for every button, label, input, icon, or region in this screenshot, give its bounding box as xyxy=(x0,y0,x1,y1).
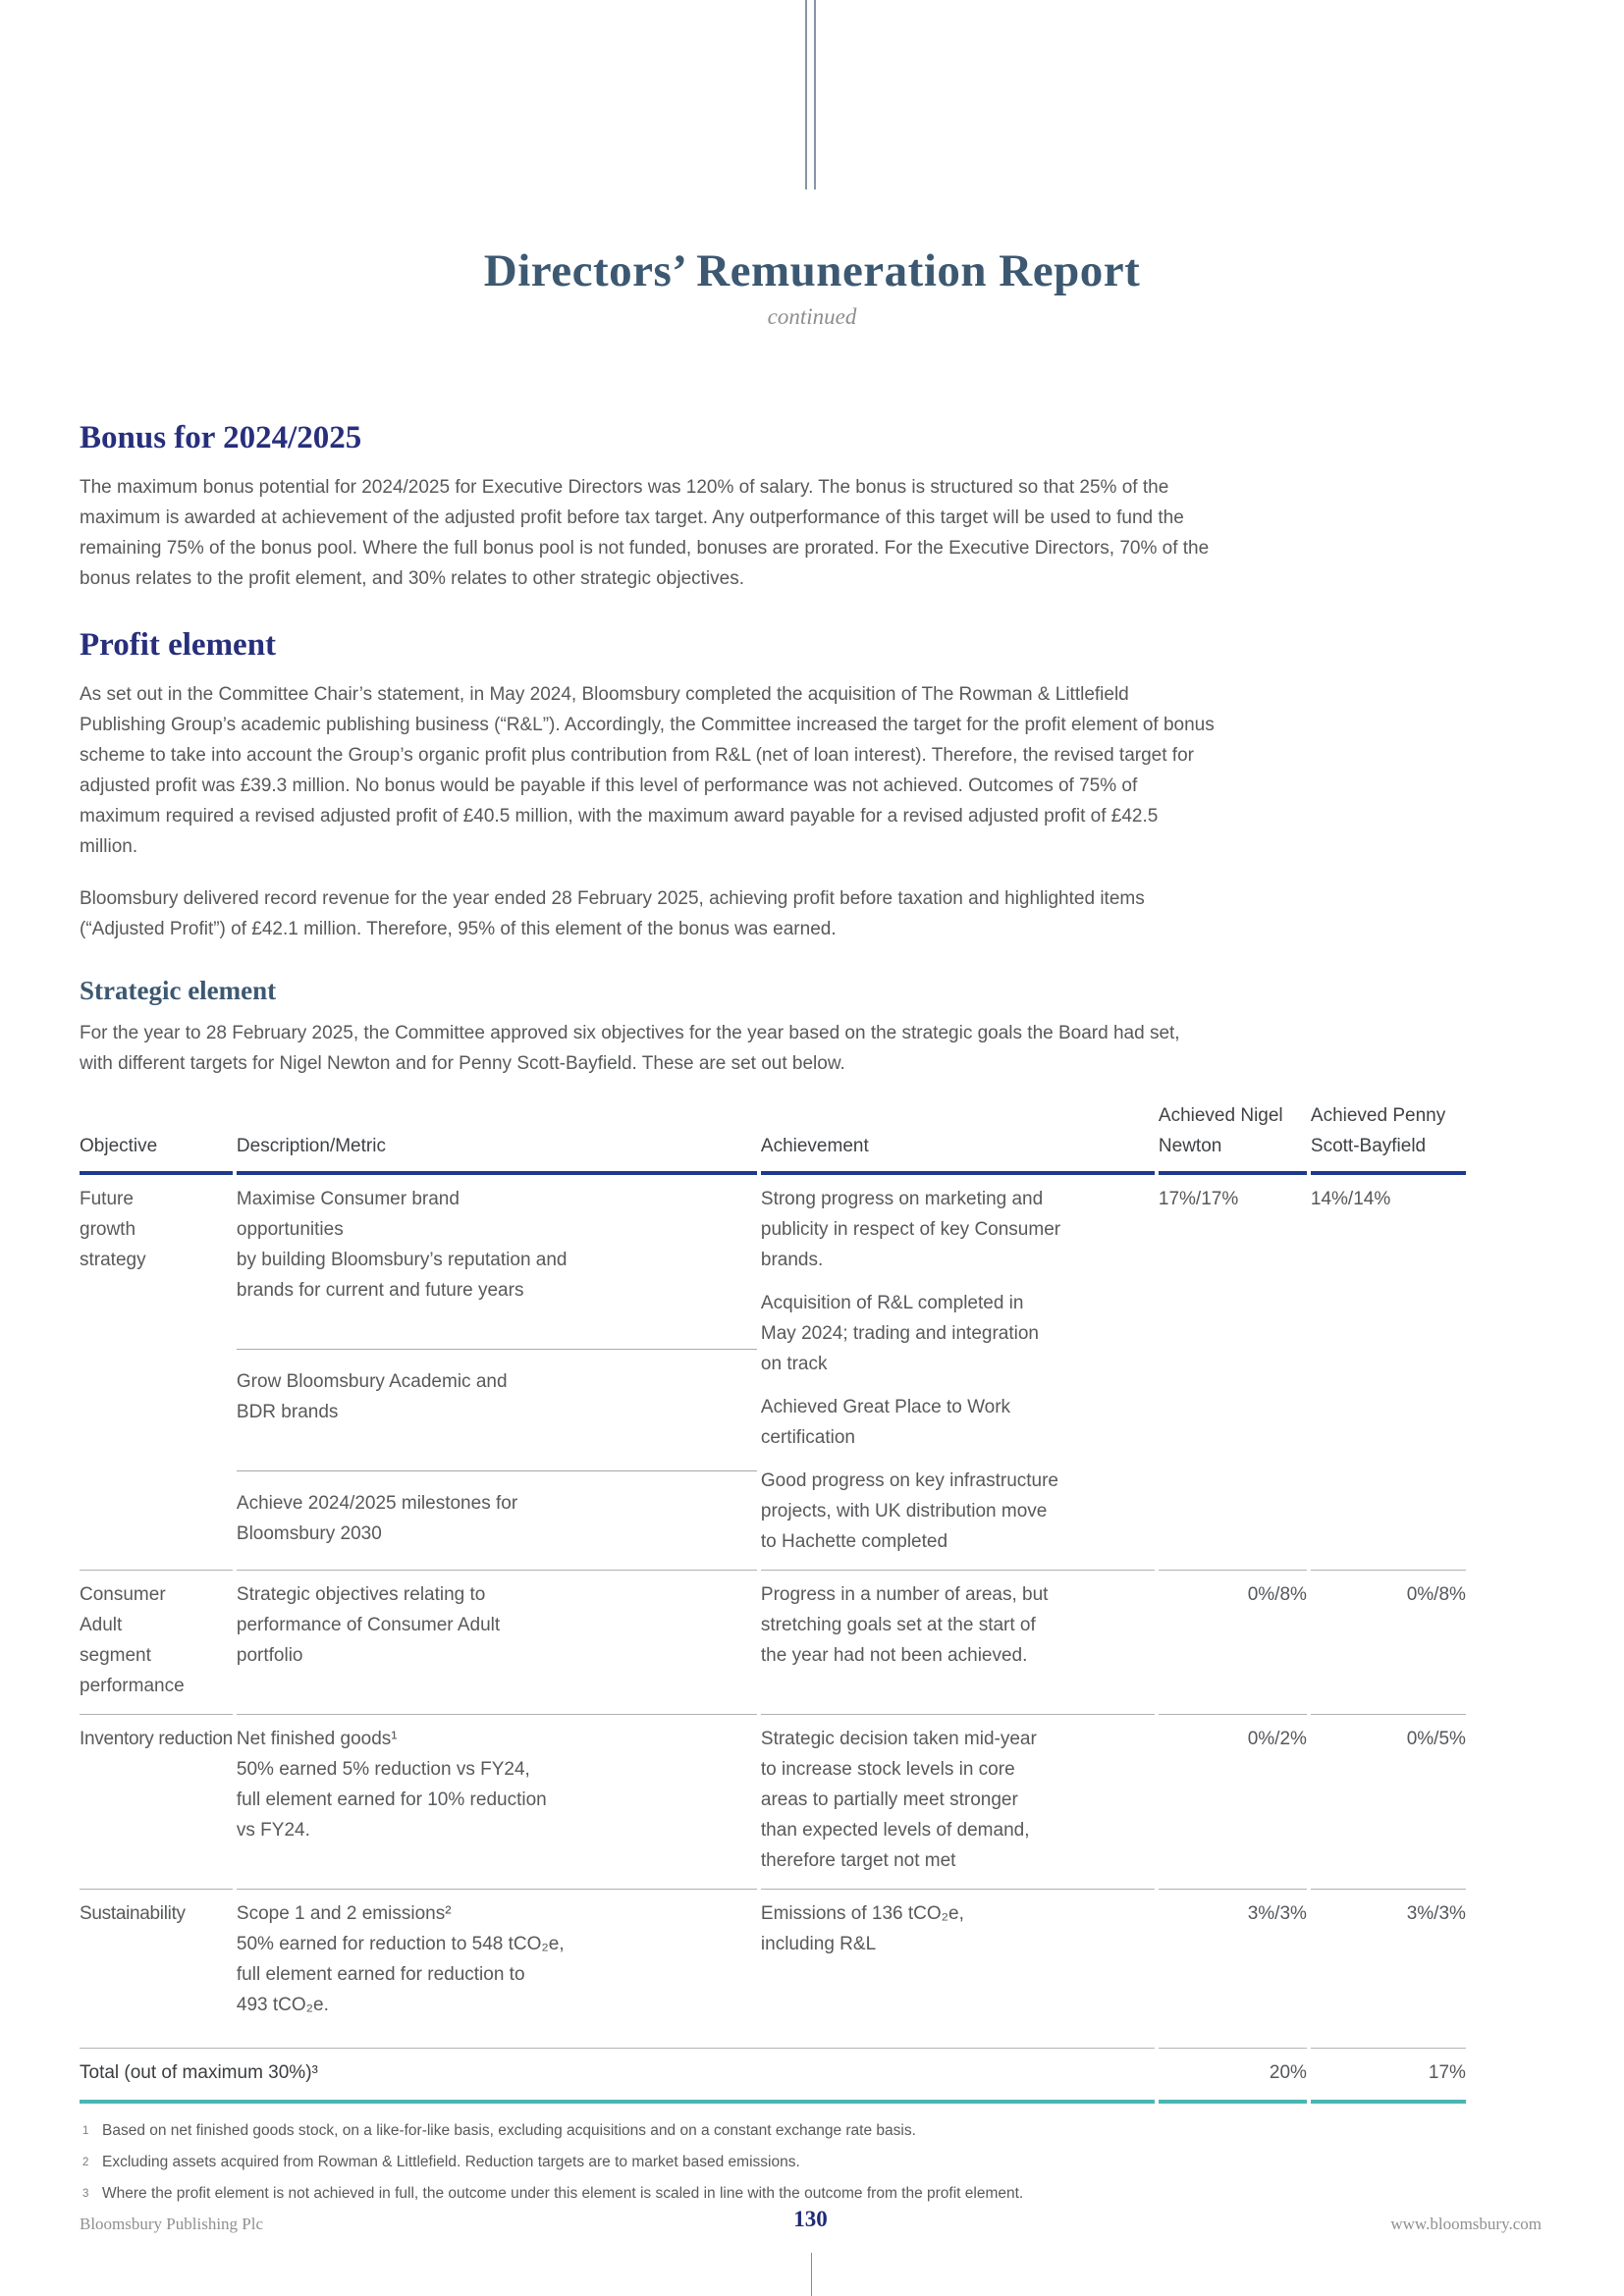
page-number: 130 xyxy=(793,2207,828,2231)
achievement-line: than expected levels of demand, xyxy=(760,1820,1030,1842)
footnote-2 xyxy=(80,2147,1624,2178)
achievement-paragraph xyxy=(761,1579,1114,1671)
description-line: 50% earned 5% reduction vs FY24, xyxy=(236,1759,530,1781)
achievement-paragraph xyxy=(761,1466,1114,1557)
table-row-consumer-adult xyxy=(80,1571,1466,1715)
description-line: brands for current and future years xyxy=(236,1280,524,1302)
description-line: 50% earned for reduction to 548 tCO₂e, xyxy=(236,1934,565,1955)
table-row-sustainability xyxy=(80,1890,1466,2048)
profit-paragraph-1: As set out in the Committee Chair’s statement, in May 2024, Bloomsbury completed the acquisition of The Rowman & Littlefield Publishing Group’s academic publishing business (“R&L”). Accordingly, the Committee increased the target for the profit element of bonus scheme to take into account the Group’s organic profit plus contribution from R&L (net of loan interest). Therefore, the revised target for adjusted profit was £39.3 million. No bonus would be payable if this level of performance was not achieved. Outcomes of 75% of maximum required a revised adjusted profit of £40.5 million, with the maximum award payable for a revised adjusted profit of £42.5 million. xyxy=(80,684,1215,858)
description-block xyxy=(237,1579,570,1671)
header-achievement: Achievement xyxy=(761,1100,1155,1175)
total-penny-value: 17% xyxy=(1311,2048,1466,2104)
total-label: Total (out of maximum 30%)³ xyxy=(80,2048,1155,2104)
bonus-paragraph: The maximum bonus potential for 2024/2025 for Executive Directors was 120% of salary. The bonus is structured so that 25% of the maximum is awarded at achievement of the adjusted profit before tax target. Any outperformance of this target will be used to fund the remaining 75% of the bonus pool. Where the full bonus pool is not funded, bonuses are prorated. For the Executive Directors, 70% of the bonus relates to the profit element, and 30% relates to other strategic objectives. xyxy=(80,477,1210,590)
description-line: Grow Bloomsbury Academic and xyxy=(236,1371,508,1393)
description-block xyxy=(237,1366,570,1427)
description-block xyxy=(237,1488,570,1549)
description-line: by building Bloomsbury’s reputation and xyxy=(236,1250,568,1271)
achievement-paragraph xyxy=(761,1184,1114,1275)
achievement-line: stretching goals set at the start of xyxy=(760,1615,1036,1636)
achievement-line: to Hachette completed xyxy=(760,1531,948,1553)
description-divider-line xyxy=(237,1470,757,1471)
achievement-line: May 2024; trading and integration xyxy=(760,1323,1039,1345)
description-line: full element earned for reduction to xyxy=(236,1964,525,1986)
table-row-future-growth xyxy=(80,1175,1466,1571)
objective-cell xyxy=(80,1175,233,1571)
achievement-paragraph xyxy=(761,1898,1114,1959)
description-line: Strategic objectives relating to xyxy=(236,1584,486,1606)
strategic-heading: Strategic element xyxy=(80,976,277,1006)
achievement-paragraph xyxy=(761,1392,1114,1453)
description-line: BDR brands xyxy=(236,1402,339,1423)
achieved-nigel-value: 0%/2% xyxy=(1159,1715,1307,1890)
achievement-line: Strategic decision taken mid-year xyxy=(760,1729,1037,1750)
achievement-line: publicity in respect of key Consumer xyxy=(760,1219,1061,1241)
description-line: full element earned for 10% reduction xyxy=(236,1789,547,1811)
footnotes xyxy=(80,2115,1624,2210)
bonus-heading: Bonus for 2024/2025 xyxy=(80,420,362,456)
achieved-penny-value: 14%/14% xyxy=(1311,1175,1466,1571)
table-total-row xyxy=(80,2048,1466,2104)
achievement-line: Achieved Great Place to Work xyxy=(760,1397,1011,1418)
achievement-paragraph xyxy=(761,1288,1114,1379)
achievement-line: Progress in a number of areas, but xyxy=(760,1584,1049,1606)
page-subtitle: continued xyxy=(767,304,857,330)
achievement-line: the year had not been achieved. xyxy=(760,1645,1028,1667)
footnote-text: Based on net finished goods stock, on a like-for-like basis, excluding acquisitions and on a constant exchange rate basis. xyxy=(102,2122,916,2140)
description-line: Achieve 2024/2025 milestones for xyxy=(236,1493,518,1515)
description-cell xyxy=(237,1175,757,1571)
header-achieved-nigel-line1: Achieved xyxy=(1158,1105,1236,1127)
objective-text: Sustainability xyxy=(80,1903,186,1925)
achieved-nigel-value: 17%/17% xyxy=(1159,1175,1307,1571)
header-objective: Objective xyxy=(80,1100,233,1175)
achievement-cell xyxy=(761,1571,1155,1715)
profit-paragraph-2: Bloomsbury delivered record revenue for the year ended 28 February 2025, achieving profit before taxation and highlighted items (“Adjusted Profit”) of £42.1 million. Therefore, 95% of this element of the bonus was earned. xyxy=(80,888,1145,940)
objective-cell xyxy=(80,1890,233,2048)
achieved-penny-value: 0%/8% xyxy=(1311,1571,1466,1715)
achieved-nigel-value: 3%/3% xyxy=(1247,1903,1307,1925)
footer-company-name: Bloomsbury Publishing Plc xyxy=(80,2215,264,2233)
page-title: Directors’ Remuneration Report xyxy=(483,245,1141,296)
table-header-row xyxy=(80,1100,1466,1175)
description-line: performance of Consumer Adult portfolio xyxy=(236,1615,501,1667)
total-nigel-value: 20% xyxy=(1159,2048,1307,2104)
description-line: vs FY24. xyxy=(236,1820,310,1842)
bottom-rule xyxy=(811,2253,812,2296)
achievement-cell xyxy=(761,1890,1155,2048)
footnote-text: Where the profit element is not achieved in full, the outcome under this element is scaled in line with the outcome from the profit element. xyxy=(102,2185,1024,2203)
footnote-marker: 1 xyxy=(82,2125,89,2138)
description-cell xyxy=(237,1571,757,1715)
description-line: Bloomsbury 2030 xyxy=(236,1523,382,1545)
footnote-1 xyxy=(80,2115,1624,2147)
description-block xyxy=(237,1898,570,2020)
objective-cell xyxy=(80,1571,233,1715)
header-achieved-nigel-line2: Nigel Newton xyxy=(1158,1105,1283,1157)
achievement-line: projects, with UK distribution move xyxy=(760,1501,1048,1522)
achievement-paragraph xyxy=(761,1724,1114,1876)
achievement-line: including R&L xyxy=(760,1934,877,1955)
description-cell xyxy=(237,1890,757,2048)
description-line: Maximise Consumer brand opportunities xyxy=(236,1189,460,1241)
achievement-line: Good progress on key infrastructure xyxy=(760,1470,1058,1492)
achieved-penny-value: 0%/5% xyxy=(1311,1715,1466,1890)
objective-text: Consumer Adult segment performance xyxy=(80,1584,185,1697)
achievement-line: Strong progress on marketing and xyxy=(760,1189,1044,1210)
description-block xyxy=(237,1724,570,1845)
objective-text: Inventory reduction xyxy=(80,1729,233,1750)
header-achieved-penny-line1: Achieved Penny xyxy=(1310,1105,1446,1127)
profit-heading: Profit element xyxy=(80,627,277,664)
footer-website-url: www.bloomsbury.com xyxy=(1390,2215,1542,2233)
achievement-cell xyxy=(761,1175,1155,1571)
description-cell xyxy=(237,1715,757,1890)
page-content xyxy=(0,330,1624,2210)
achievement-line: brands. xyxy=(760,1250,824,1271)
achieved-penny-value: 3%/3% xyxy=(1406,1903,1466,1925)
achievement-line: to increase stock levels in core xyxy=(760,1759,1015,1781)
footnote-marker: 3 xyxy=(82,2188,89,2201)
header-description: Description/Metric xyxy=(237,1100,757,1175)
description-divider-line xyxy=(237,1349,757,1350)
achievement-line: Emissions of 136 tCO₂e, xyxy=(760,1903,964,1925)
objective-text: Future growth strategy xyxy=(80,1189,146,1271)
header-achieved-penny-line2: Scott-Bayfield xyxy=(1310,1136,1427,1157)
header-achieved-penny xyxy=(1311,1100,1466,1175)
achievement-line: areas to partially meet stronger xyxy=(760,1789,1018,1811)
objective-cell xyxy=(80,1715,233,1890)
achieved-nigel-value: 0%/8% xyxy=(1159,1571,1307,1715)
achievement-cell xyxy=(761,1715,1155,1890)
achievement-line: on track xyxy=(760,1354,828,1375)
top-double-rule xyxy=(805,0,816,189)
objectives-table xyxy=(76,1100,1470,2104)
description-block xyxy=(237,1184,570,1306)
table-row-inventory-reduction xyxy=(80,1715,1466,1890)
achievement-line: certification xyxy=(760,1427,856,1449)
achievement-line: therefore target not met xyxy=(760,1850,956,1872)
footnote-3 xyxy=(80,2178,1624,2210)
footnote-text: Excluding assets acquired from Rowman & Littlefield. Reduction targets are to market based emissions. xyxy=(102,2154,800,2171)
description-line: Scope 1 and 2 emissions² xyxy=(236,1903,452,1925)
description-line: Net finished goods¹ xyxy=(236,1729,398,1750)
strategic-paragraph: For the year to 28 February 2025, the Committee approved six objectives for the year based on the strategic goals the Board had set, with different targets for Nigel Newton and for Penny Scott-Bayfield. These are set out below. xyxy=(80,1023,1180,1075)
achievement-line: Acquisition of R&L completed in xyxy=(760,1293,1024,1314)
description-line: 493 tCO₂e. xyxy=(236,1995,329,2016)
header-achieved-nigel xyxy=(1159,1100,1307,1175)
footnote-marker: 2 xyxy=(82,2157,89,2169)
